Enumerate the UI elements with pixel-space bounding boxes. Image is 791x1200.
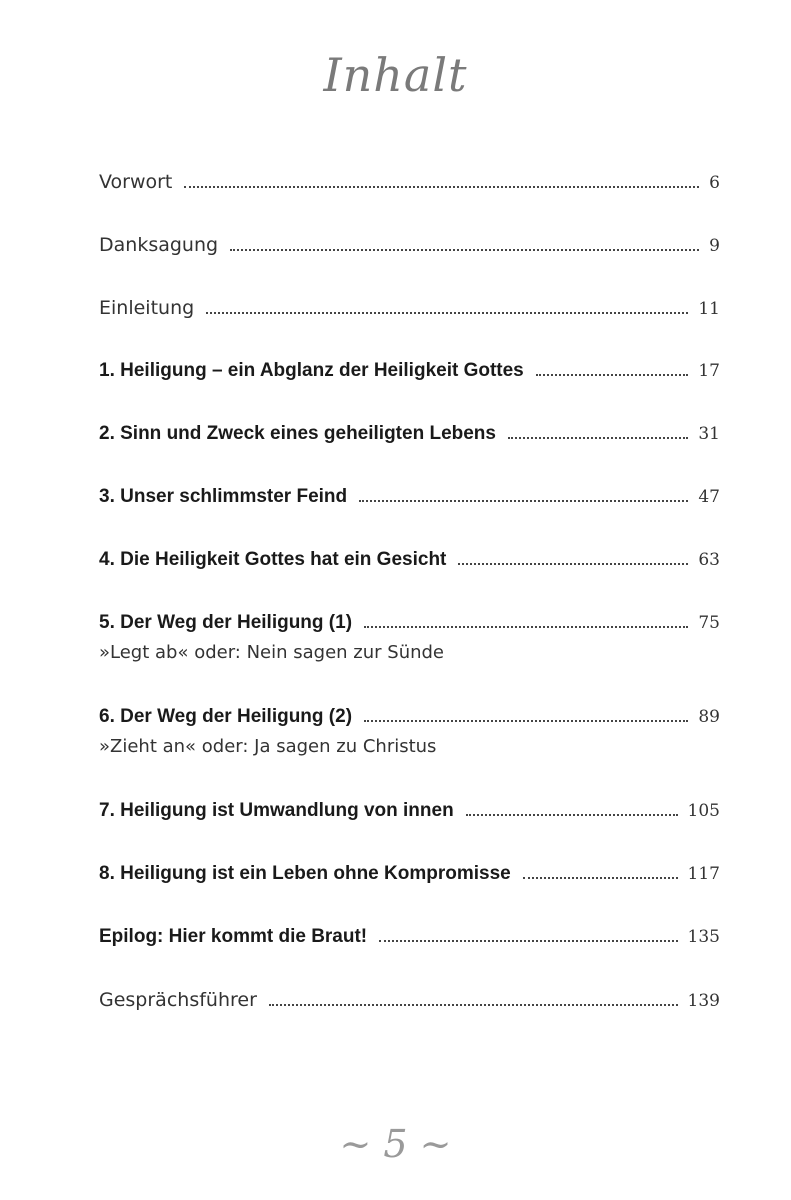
toc-row [99, 547, 720, 573]
toc-row [99, 610, 720, 636]
toc-entry-chapter-5 [99, 610, 720, 666]
page-number-footer: ~ 5 ~ [339, 1122, 452, 1166]
toc-entry-label: 8. Heiligung ist ein Leben ohne Kompromisse [99, 863, 511, 884]
toc-entry-einleitung [99, 295, 720, 322]
toc-entry-label: 2. Sinn und Zweck eines geheiligten Lebens [99, 423, 496, 444]
toc-entry-label: Danksagung [99, 234, 219, 256]
toc-entry-label: 1. Heiligung – ein Abglanz der Heiligkeit Gottes [99, 360, 524, 381]
toc-entry-label: Epilog: Hier kommt die Braut! [99, 926, 368, 947]
toc-entry-chapter-8 [99, 861, 720, 887]
toc-row [99, 169, 720, 196]
dot-leader [364, 720, 688, 722]
toc-entry-chapter-4 [99, 547, 720, 573]
toc-row [99, 704, 720, 730]
toc-page-number: 47 [698, 487, 720, 507]
toc-entry-gespraechsfuehrer [99, 987, 720, 1014]
toc-page-number: 17 [698, 361, 720, 381]
toc-entry-chapter-6 [99, 704, 720, 760]
toc-entry-chapter-7 [99, 798, 720, 824]
dot-leader [184, 186, 699, 188]
toc-entry-label: 6. Der Weg der Heiligung (2) [99, 706, 353, 727]
toc-page-number: 75 [698, 613, 720, 633]
dot-leader [269, 1004, 678, 1006]
toc-entry-chapter-1 [99, 358, 720, 384]
dot-leader [364, 626, 688, 628]
dot-leader [508, 437, 688, 439]
toc-entry-label: 4. Die Heiligkeit Gottes hat ein Gesicht [99, 549, 447, 570]
toc-entry-label: Gesprächsführer [99, 989, 257, 1011]
toc-page-number: 6 [709, 173, 720, 193]
toc-page-number: 135 [687, 927, 720, 947]
toc-row [99, 861, 720, 887]
dot-leader [206, 312, 688, 314]
dot-leader [536, 374, 689, 376]
toc-page-number: 89 [698, 707, 720, 727]
toc-row [99, 358, 720, 384]
dot-leader [458, 563, 688, 565]
toc-entry-chapter-2 [99, 421, 720, 447]
toc-page-number: 9 [709, 236, 720, 256]
dot-leader [466, 814, 678, 816]
toc-row [99, 987, 720, 1014]
toc-row [99, 798, 720, 824]
toc-row [99, 484, 720, 510]
toc-page-number: 11 [698, 299, 720, 319]
toc-page-number: 139 [687, 991, 720, 1011]
toc-row [99, 232, 720, 259]
toc-entry-subtitle: »Zieht an« oder: Ja sagen zu Christus [99, 736, 437, 757]
dot-leader [230, 249, 699, 251]
toc-entry-epilog [99, 924, 720, 950]
toc-entry-label: 5. Der Weg der Heiligung (1) [99, 612, 353, 633]
toc-entry-vorwort [99, 169, 720, 196]
page-title: Inhalt [323, 48, 468, 102]
dot-leader [379, 940, 677, 942]
toc-entry-label: Vorwort [99, 171, 173, 193]
toc-entry-label: 7. Heiligung ist Umwandlung von innen [99, 800, 454, 821]
toc-entry-label: 3. Unser schlimmster Feind [99, 486, 348, 507]
dot-leader [523, 877, 678, 879]
toc-entry-chapter-3 [99, 484, 720, 510]
toc-entry-danksagung [99, 232, 720, 259]
dot-leader [359, 500, 688, 502]
toc-row [99, 924, 720, 950]
toc-page-number: 105 [687, 801, 720, 821]
toc-entry-subtitle: »Legt ab« oder: Nein sagen zur Sünde [99, 642, 445, 663]
toc-page-number: 63 [698, 550, 720, 570]
toc-row [99, 421, 720, 447]
toc-page-number: 117 [687, 864, 720, 884]
toc-row [99, 295, 720, 322]
toc-page-number: 31 [698, 424, 720, 444]
toc-entry-label: Einleitung [99, 297, 195, 319]
